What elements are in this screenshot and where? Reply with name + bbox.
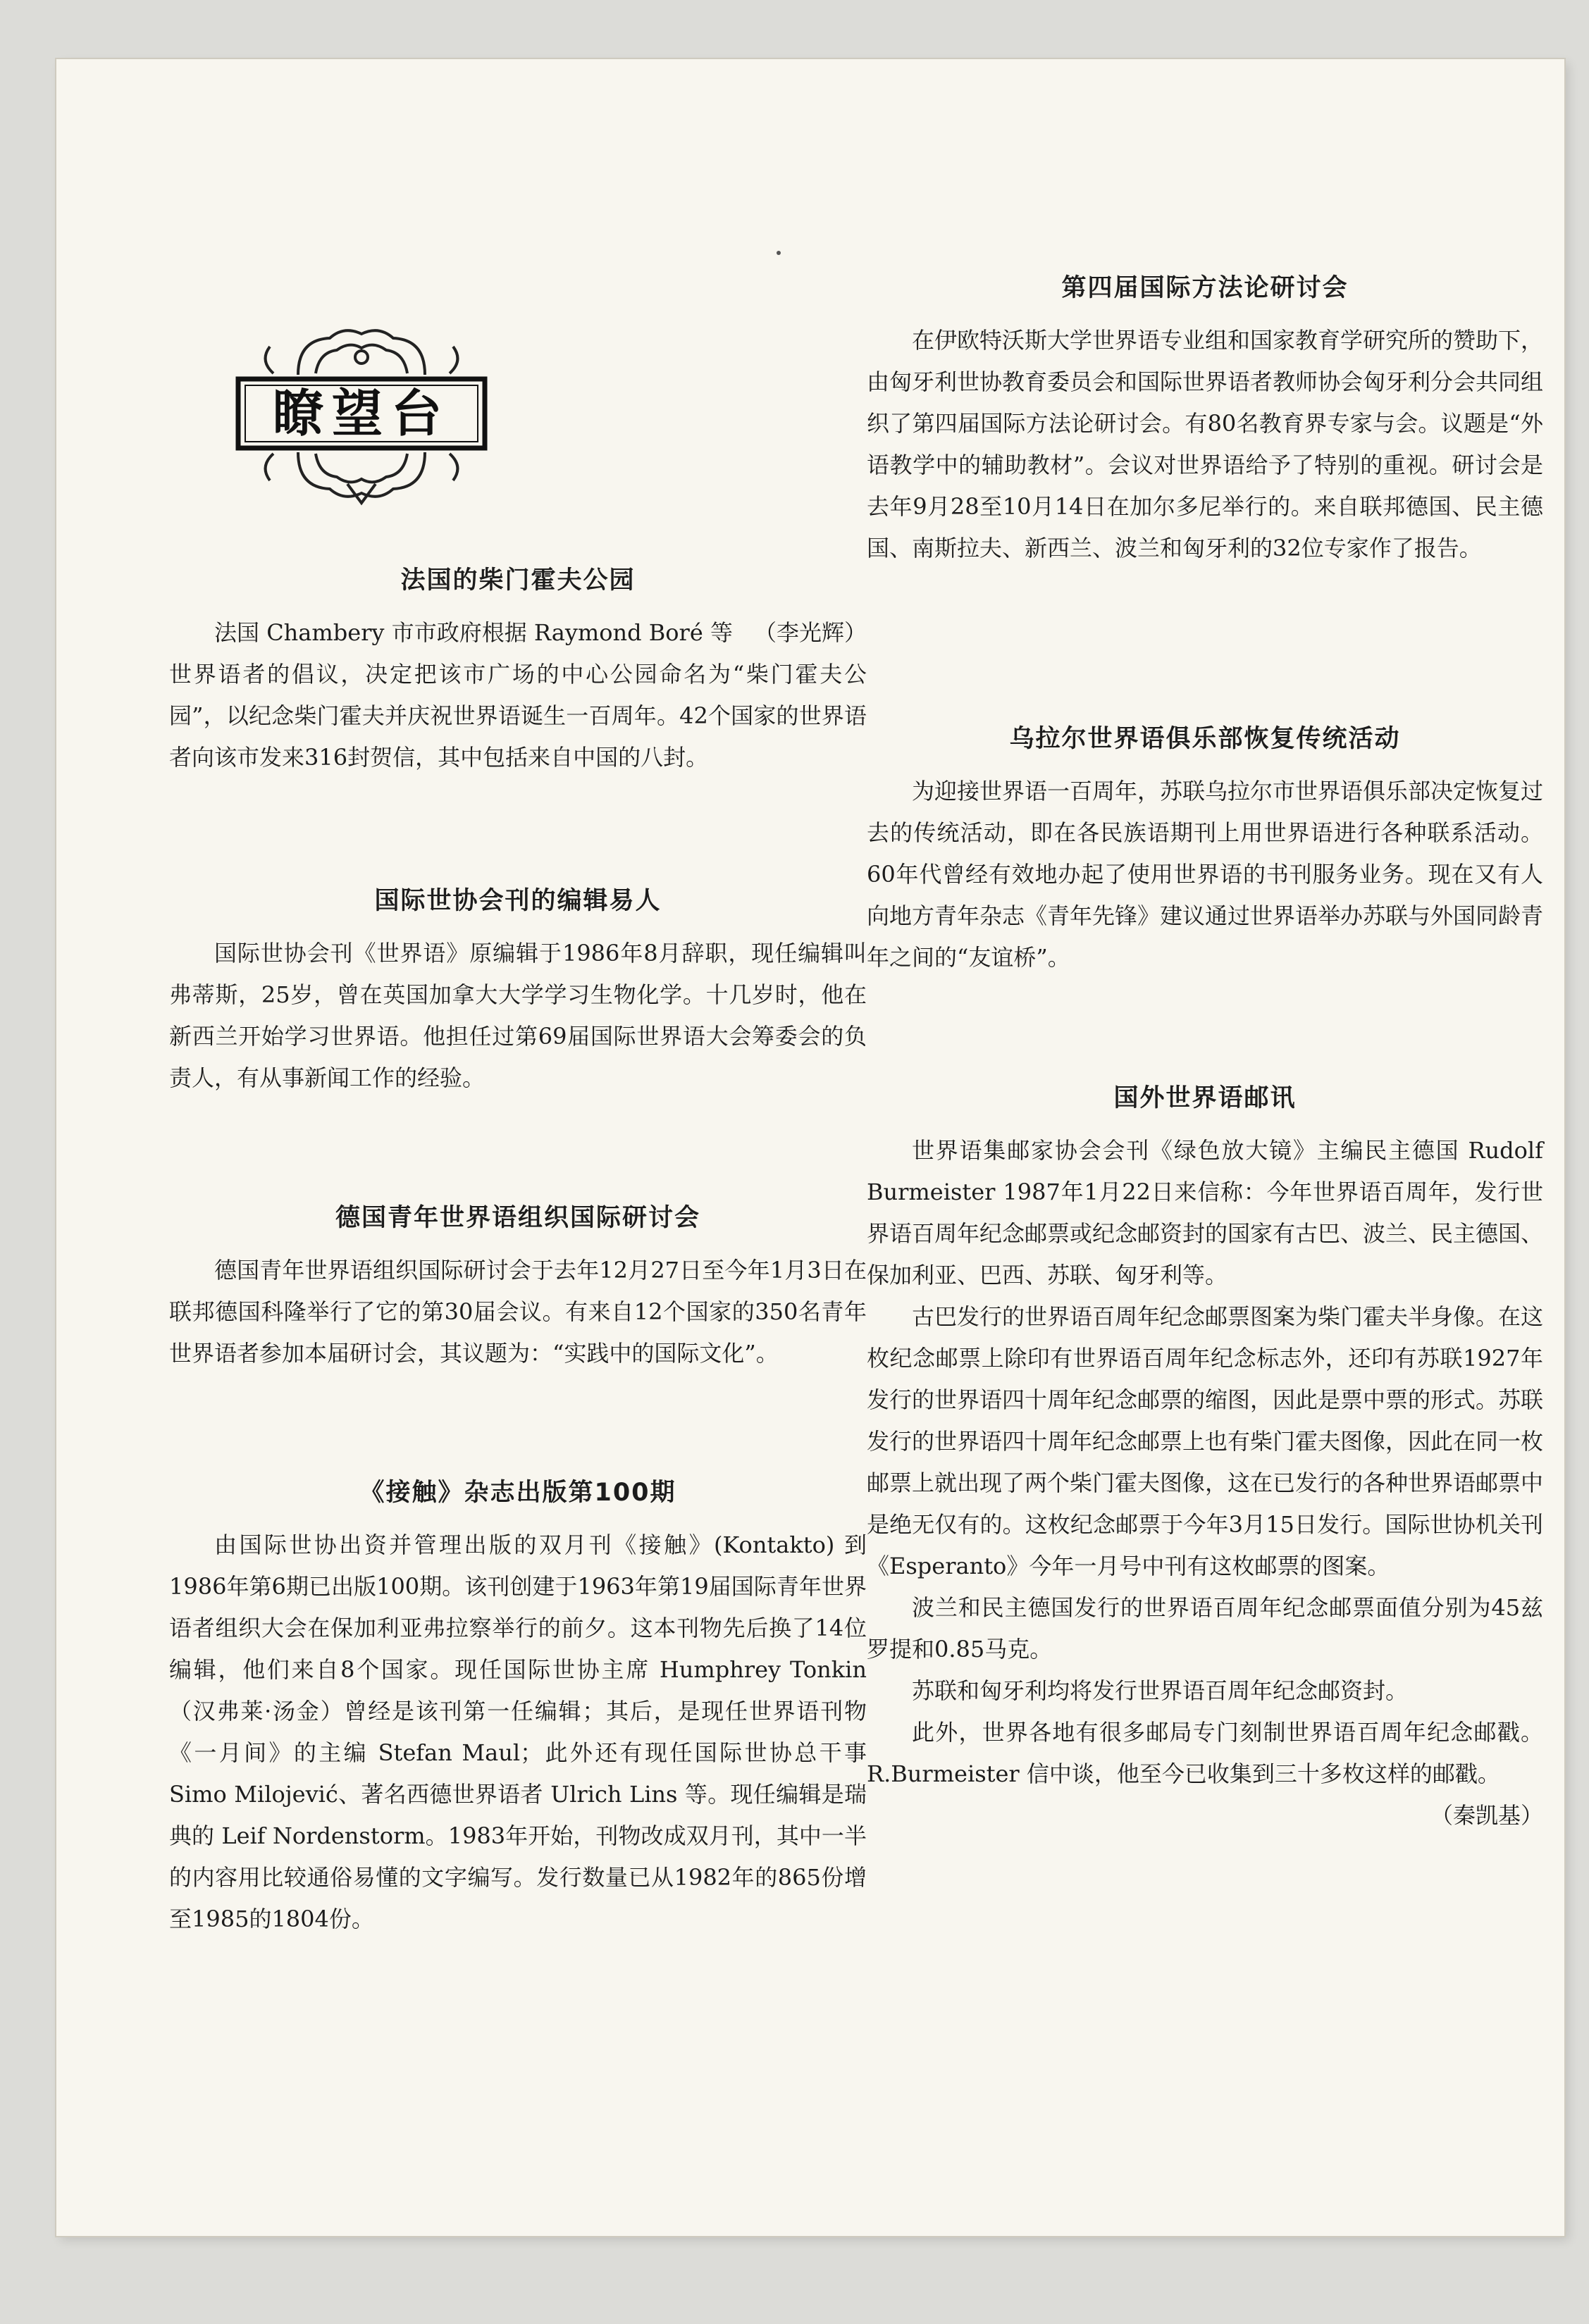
article-author: （秦凯基） [1430, 1802, 1543, 1829]
article-text: 法国 Chambery 市市政府根据 Raymond Boré 等世界语者的倡议，决定把该市广场的中心公园命名为“柴门霍夫公园”，以纪念柴门霍夫并庆祝世界语诞生一百周年。42个国家的世界语者向该市发来316封贺信，其中包括来自中国的八封。 [169, 619, 867, 771]
article-zamenhof-park [169, 563, 867, 778]
article-paragraph [867, 1712, 1543, 1829]
article-paragraph [169, 612, 867, 778]
article-paragraph: 在伊欧特沃斯大学世界语专业组和国家教育学研究所的赞助下，由匈牙利世协教育委员会和国际世界语者教师协会匈牙利分会共同组织了第四届国际方法论研讨会。有80名教育界专家与会。议题是“外语教学中的辅助教材”。会议对世界语给予了特别的重视。研讨会是去年9月28至10月14日在加尔多尼举行的。来自联邦德国、民主德国、南斯拉夫、新西兰、波兰和匈牙利的32位专家作了报告。 [867, 327, 1544, 561]
logo-text: 瞭望台 [272, 384, 451, 443]
article-stamp-news [867, 1081, 1543, 1837]
article-title: 德国青年世界语组织国际研讨会 [335, 1204, 700, 1232]
article-paragraph: 世界语集邮家协会会刊《绿色放大镜》主编民主德国 Rudolf Burmeister 1987年1月22日来信称：今年世界语百周年，发行世界语百周年纪念邮票或纪念邮资封的国家有古巴、波兰、民主德国、保加利亚、巴西、苏联、匈牙利等。 [867, 1137, 1544, 1288]
article-methodology-seminar [867, 271, 1543, 569]
article-title: 国外世界语邮讯 [1113, 1084, 1297, 1112]
article-paragraph: 古巴发行的世界语百周年纪念邮票图案为柴门霍夫半身像。在这枚纪念邮票上除印有世界语百周年纪念标志外，还印有苏联1927年发行的世界语四十周年纪念邮票的缩图，因此是票中票的形式。苏联发行的世界语四十周年纪念邮票上也有柴门霍夫图像，因此在同一枚邮票上就出现了两个柴门霍夫图像，这在已发行的各种世界语邮票中是绝无仅有的。这枚纪念邮票于今年3月15日发行。国际世协机关刊《Esperanto》今年一月号中刊有这枚邮票的图案。 [867, 1303, 1544, 1579]
article-german-youth-seminar [169, 1200, 867, 1374]
article-paragraph: 苏联和匈牙利均将发行世界语百周年纪念邮资封。 [912, 1677, 1409, 1704]
article-paragraph: 国际世协会刊《世界语》原编辑于1986年8月辞职，现任编辑叫弗蒂斯，25岁，曾在英国加拿大大学学习生物化学。十几岁时，他在新西兰开始学习世界语。他担任过第69届国际世界语大会筹委会的负责人，有从事新闻工作的经验。 [169, 940, 867, 1091]
article-kontakto-100 [169, 1475, 867, 1940]
article-ural-club [867, 721, 1543, 978]
article-paragraph: 波兰和民主德国发行的世界语百周年纪念邮票面值分别为45兹罗提和0.85马克。 [867, 1594, 1543, 1663]
article-title: 国际世协会刊的编辑易人 [374, 887, 662, 915]
article-author: （李光辉） [753, 619, 867, 646]
article-title: 《接触》杂志出版第100期 [359, 1479, 676, 1507]
article-title: 法国的柴门霍夫公园 [400, 566, 636, 595]
article-title: 第四届国际方法论研讨会 [1061, 274, 1349, 302]
article-text: 此外，世界各地有很多邮局专门刻制世界语百周年纪念邮戳。R.Burmeister 信中谈，他至今已收集到三十多枚这样的邮戳。 [867, 1719, 1543, 1787]
column-logo [231, 318, 492, 509]
print-speck [777, 251, 781, 255]
article-paragraph: 由国际世协出资并管理出版的双月刊《接触》(Kontakto) 到1986年第6期已出版100期。该刊创建于1963年第19届国际青年世界语者组织大会在保加利亚弗拉察举行的前夕。这本刊物先后换了14位编辑，他们来自8个国家。现任国际世协主席 Humphrey Tonkin（汉弗莱·汤金）曾经是该刊第一任编辑；其后，是现任世界语刊物《一月间》的主编 Stefan Maul；此外还有现任国际世协总干事 Simo Milojević、著名西德世界语者 Ulrich Lins 等。现任编辑是瑞典的 Leif Nordenstorm。1983年开始，刊物改成双月刊，其中一半的内容用比较通俗易懂的文字编写。发行数量已从1982年的865份增至1985的1804份。 [169, 1531, 867, 1932]
article-editor-change [169, 883, 867, 1099]
article-paragraph: 为迎接世界语一百周年，苏联乌拉尔市世界语俱乐部决定恢复过去的传统活动，即在各民族语期刊上用世界语进行各种联系活动。60年代曾经有效地办起了使用世界语的书刊服务业务。现在又有人向地方青年杂志《青年先锋》建议通过世界语举办苏联与外国同龄青年之间的“友谊桥”。 [867, 778, 1544, 971]
article-title: 乌拉尔世界语俱乐部恢复传统活动 [1009, 725, 1401, 753]
ornament-icon [231, 318, 492, 509]
article-paragraph: 德国青年世界语组织国际研讨会于去年12月27日至今年1月3日在联邦德国科隆举行了它的第30届会议。有来自12个国家的350名青年世界语者参加本届研讨会，其议题为：“实践中的国际文化”。 [169, 1257, 867, 1367]
page [56, 59, 1564, 2236]
